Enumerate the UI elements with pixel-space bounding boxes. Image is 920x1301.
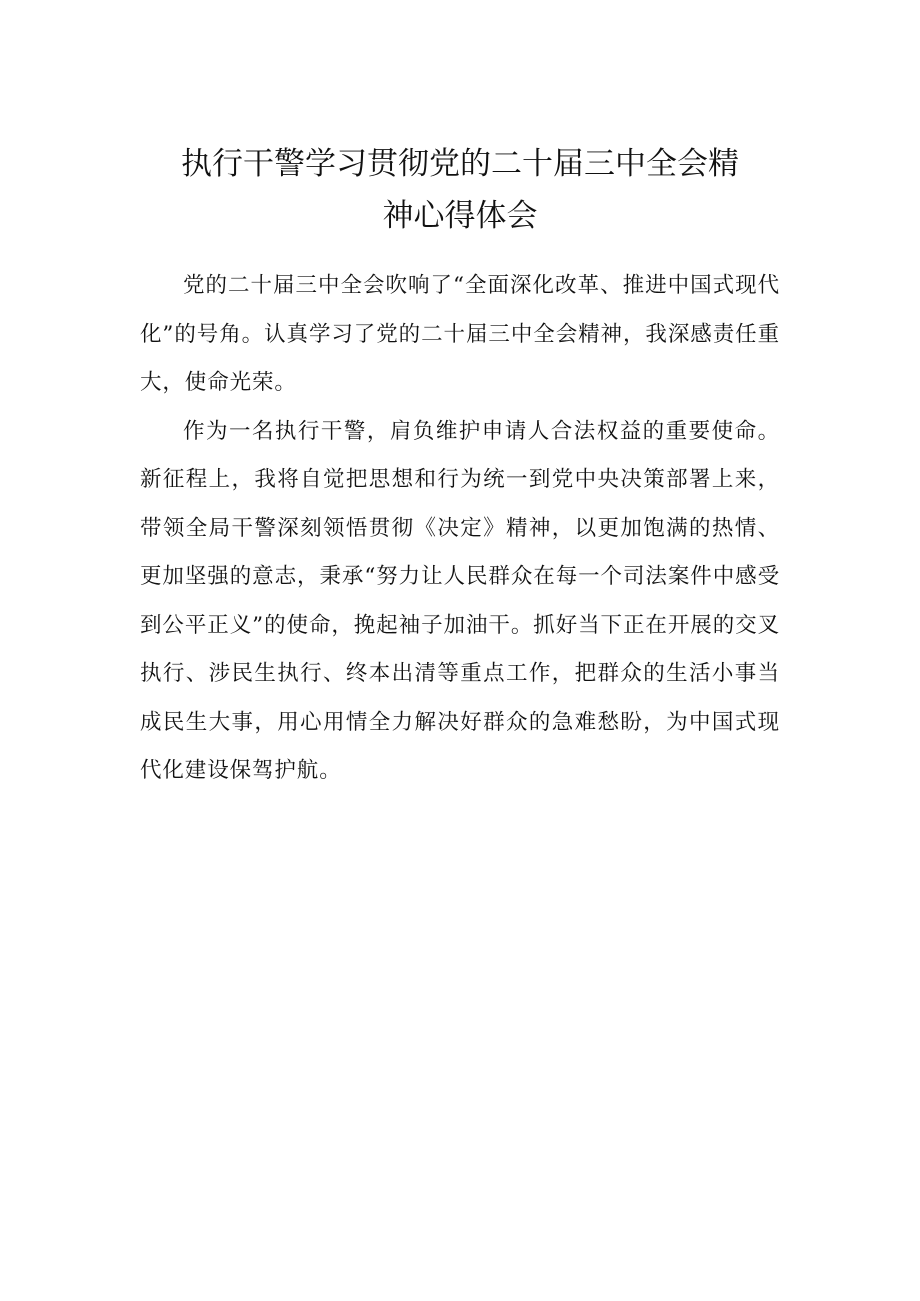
document-body [140,262,780,796]
paragraph-2: 作为一名执行干警，肩负维护申请人合法权益的重要使命。新征程上，我将自觉把思想和行为统一到党中央决策部署上来，带领全局干警深刻领悟贯彻《决定》精神，以更加饱满的热情、更加坚强的意志，秉承“努力让人民群众在每一个司法案件中感受到公平正义”的使命，挽起袖子加油干。抓好当下正在开展的交叉执行、涉民生执行、终本出清等重点工作，把群众的生活小事当成民生大事，用心用情全力解决好群众的急难愁盼，为中国式现代化建设保驾护航。 [140,418,780,783]
document-title: 执行干警学习贯彻党的二十届三中全会精 神心得体会 [181,146,739,234]
paragraph-1: 党的二十届三中全会吹响了“全面深化改革、推进中国式现代化”的号角。认真学习了党的二十届三中全会精神，我深感责任重大，使命光荣。 [140,273,780,395]
